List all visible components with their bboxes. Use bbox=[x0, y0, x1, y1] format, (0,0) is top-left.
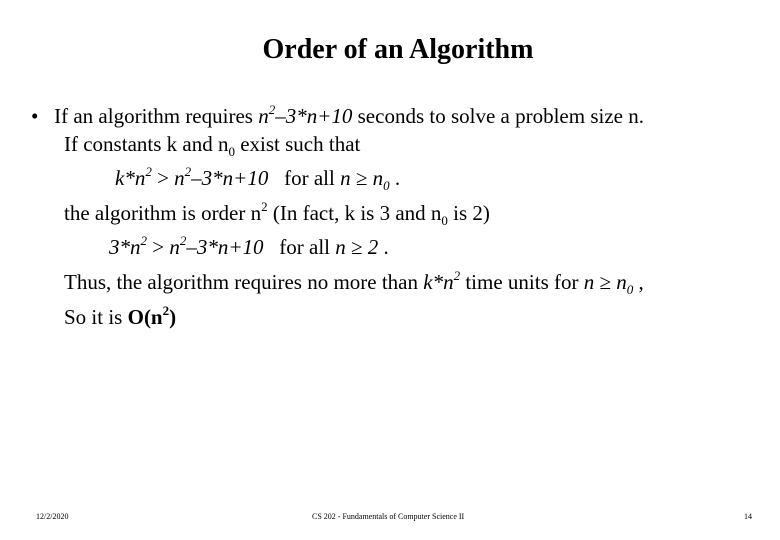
line7-bold-exp: 2 bbox=[162, 303, 170, 318]
bullet-line-1 bbox=[31, 104, 644, 128]
line2-suffix: exist such that bbox=[234, 132, 361, 156]
line3-end: . bbox=[389, 166, 401, 190]
line5-val: 2 bbox=[367, 235, 379, 259]
line1-suffix: seconds to solve a problem size n. bbox=[352, 104, 644, 128]
line1-expr-n: n bbox=[258, 104, 269, 128]
line4-sub: 0 bbox=[441, 213, 448, 228]
line7-bold: O(n bbox=[127, 305, 163, 329]
line3-rhs-n: n bbox=[174, 166, 185, 190]
line-4 bbox=[64, 199, 490, 228]
line6-text: Thus, the algorithm requires no more than bbox=[64, 270, 424, 294]
line6-n0: n bbox=[616, 270, 627, 294]
line3-lhs-exp: 2 bbox=[145, 164, 152, 179]
line-2 bbox=[64, 132, 361, 159]
slide-title: Order of an Algorithm bbox=[262, 34, 534, 65]
big-o-result bbox=[128, 305, 177, 329]
line2-text: If constants k and n bbox=[64, 132, 229, 156]
footer-page-number: 14 bbox=[744, 512, 752, 521]
line4-rest1: (In fact, k is 3 and n bbox=[267, 201, 442, 225]
line-6 bbox=[64, 268, 644, 297]
line3-rhs-rest: –3*n+10 bbox=[191, 166, 269, 190]
line6-ge: ≥ bbox=[594, 270, 617, 294]
bullet-symbol: • bbox=[31, 104, 39, 128]
line5-rhs-n: n bbox=[169, 235, 180, 259]
line5-op: > bbox=[147, 235, 170, 259]
footer-date: 12/2/2020 bbox=[36, 512, 69, 521]
line3-for-all: for all bbox=[284, 166, 341, 190]
line3-n0-sub: 0 bbox=[383, 178, 390, 193]
line4-exp: 2 bbox=[261, 199, 268, 214]
line3-lhs: k*n bbox=[115, 166, 146, 190]
line5-lhs-exp: 2 bbox=[140, 233, 147, 248]
line6-mid: time units for bbox=[460, 270, 584, 294]
line5-var: n bbox=[335, 235, 346, 259]
line3-rhs-exp: 2 bbox=[184, 164, 192, 179]
line3-var: n bbox=[340, 166, 351, 190]
line6-exp: 2 bbox=[453, 268, 461, 283]
line4-rest2: is 2) bbox=[447, 201, 490, 225]
line5-rhs-rest: –3*n+10 bbox=[186, 235, 264, 259]
line6-expr: k*n bbox=[423, 270, 454, 294]
line6-n0-sub: 0 bbox=[626, 282, 634, 297]
line4-text: the algorithm is order n bbox=[64, 201, 262, 225]
footer-course: CS 202 - Fundamentals of Computer Science II bbox=[312, 512, 465, 521]
line1-expr-exp: 2 bbox=[268, 102, 276, 117]
line3-op: > bbox=[151, 166, 175, 190]
line6-var: n bbox=[583, 270, 595, 294]
line2-sub: 0 bbox=[228, 144, 235, 159]
line5-end: . bbox=[378, 235, 389, 259]
line1-prefix: If an algorithm requires bbox=[54, 104, 259, 128]
line3-n0: n bbox=[372, 166, 384, 190]
line5-lhs: 3*n bbox=[109, 235, 141, 259]
line6-end: , bbox=[633, 270, 644, 294]
line-7-conclusion bbox=[64, 305, 176, 329]
line5-for-all: for all bbox=[279, 235, 336, 259]
line7-bold-end: ) bbox=[169, 305, 177, 329]
line7-text: So it is bbox=[64, 305, 128, 329]
line-3-inequality bbox=[115, 164, 401, 193]
line1-expr-rest: –3*n+10 bbox=[275, 104, 353, 128]
line5-rhs-exp: 2 bbox=[179, 233, 187, 248]
line-5-inequality bbox=[109, 235, 389, 259]
line5-ge: ≥ bbox=[345, 235, 368, 259]
line3-ge: ≥ bbox=[350, 166, 373, 190]
